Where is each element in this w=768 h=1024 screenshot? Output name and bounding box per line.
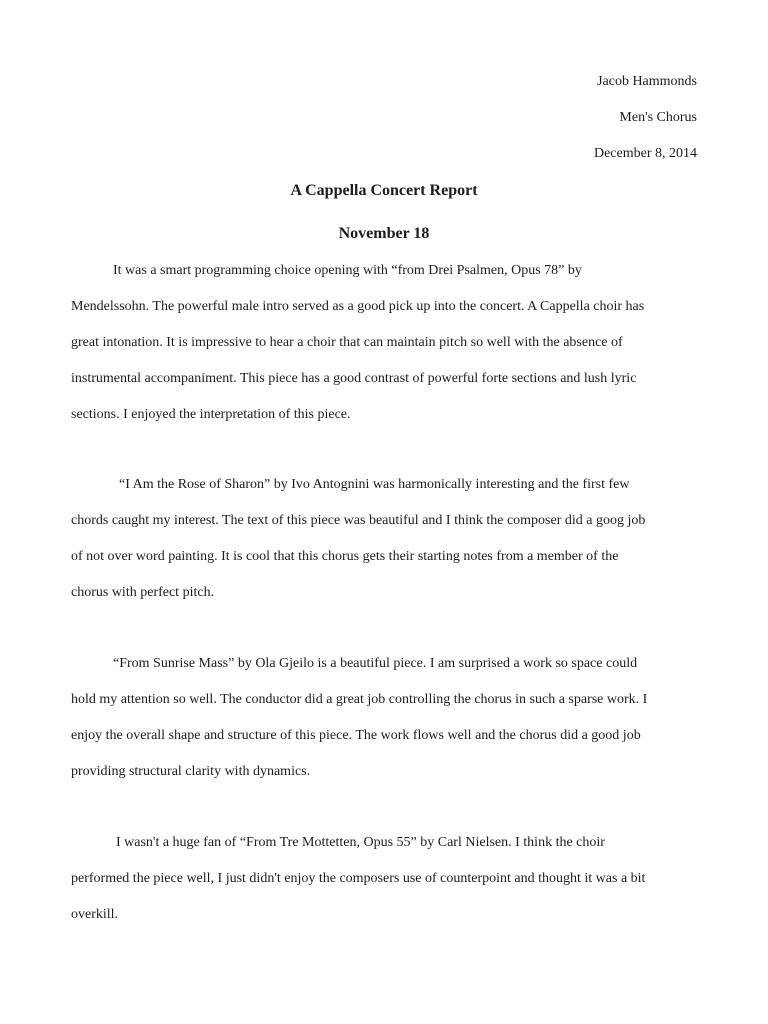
paragraph-line: chords caught my interest. The text of this piece was beautiful and I think the composer did a goog job [71,513,646,528]
paragraph-line: “From Sunrise Mass” by Ola Gjeilo is a beautiful piece. I am surprised a work so space could [113,656,638,671]
paragraph-line: providing structural clarity with dynamics. [71,764,311,779]
paragraph-line: Mendelssohn. The powerful male intro served as a good pick up into the concert. A Cappella choir has [71,299,645,314]
concert-date: November 18 [338,225,430,242]
paragraph-line: great intonation. It is impressive to hear a choir that can maintain pitch so well with the absence of [71,335,623,350]
paragraph-line: of not over word painting. It is cool that this chorus gets their starting notes from a member of the [71,549,619,564]
paragraph-3 [71,646,701,790]
course-name: Men's Chorus [619,110,697,125]
paragraph-line: overkill. [71,907,119,922]
paragraph-line: “I Am the Rose of Sharon” by Ivo Antognini was harmonically interesting and the first few [119,477,630,492]
paragraph-line: enjoy the overall shape and structure of this piece. The work flows well and the chorus did a good job [71,728,641,743]
paragraph-line: sections. I enjoyed the interpretation of this piece. [71,407,351,422]
report-date: December 8, 2014 [593,146,697,161]
paragraph-line: I wasn't a huge fan of “From Tre Mottetten, Opus 55” by Carl Nielsen. I think the choir [116,835,605,850]
paragraph-line: chorus with perfect pitch. [71,585,215,600]
paragraph-line: performed the piece well, I just didn't enjoy the composers use of counterpoint and thought it was a bit [71,871,646,886]
paragraph-line: hold my attention so well. The conductor did a great job controlling the chorus in such a sparse work. I [71,692,648,707]
paragraph-line: It was a smart programming choice opening with “from Drei Psalmen, Opus 78” by [113,263,582,278]
report-title: A Cappella Concert Report [290,182,478,199]
paragraph-1 [71,253,701,433]
paragraph-line: instrumental accompaniment. This piece has a good contrast of powerful forte sections and lush lyric [71,371,637,386]
author-name: Jacob Hammonds [597,74,697,89]
paragraph-2 [71,467,701,611]
paragraph-4 [71,825,701,933]
